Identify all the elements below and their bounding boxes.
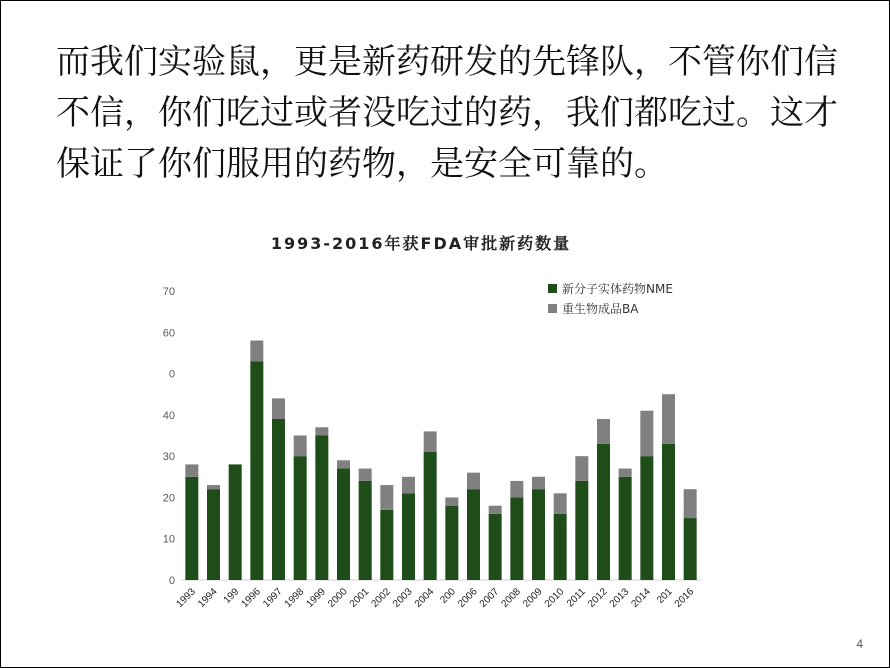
bar-ba: [554, 493, 567, 514]
x-tick-label: 1996: [239, 586, 263, 610]
x-tick-label: 1993: [174, 586, 198, 610]
bar-ba: [532, 477, 545, 489]
bar-ba: [489, 506, 502, 514]
bar-ba: [510, 481, 523, 498]
bar-nme: [575, 481, 588, 580]
x-tick-label: 2009: [521, 586, 545, 610]
bar-nme: [229, 464, 242, 580]
bar-ba: [294, 436, 307, 457]
bar-chart: [1, 1, 889, 667]
y-tick-label: 0: [168, 575, 175, 587]
x-tick-label: 2013: [607, 586, 632, 610]
bar-nme: [532, 489, 545, 580]
x-tick-label: 1998: [282, 586, 307, 610]
bar-nme: [445, 506, 458, 580]
bar-nme: [467, 489, 480, 580]
bar-nme: [489, 514, 502, 580]
x-tick-label: 199: [221, 586, 242, 606]
bar-ba: [402, 477, 415, 494]
x-tick-label: 2003: [391, 586, 415, 610]
bar-nme: [662, 444, 675, 580]
y-tick-label: 60: [162, 327, 175, 340]
x-tick-label: 2004: [412, 586, 437, 610]
legend-label: 重生物成品BA: [562, 302, 639, 316]
bar-nme: [380, 510, 393, 580]
x-axis-ticks: [174, 586, 696, 610]
bar-ba: [424, 431, 437, 452]
x-tick-label: 2016: [672, 586, 697, 610]
bar-ba: [575, 456, 588, 481]
x-tick-label: 200: [438, 586, 458, 606]
x-tick-label: 2006: [456, 586, 480, 610]
y-tick-label: 20: [162, 492, 175, 505]
y-tick-label: 30: [162, 451, 175, 464]
x-tick-label: 1997: [261, 586, 285, 610]
bar-nme: [337, 469, 350, 580]
bar-nme: [185, 477, 198, 580]
bar-ba: [445, 497, 458, 505]
bar-nme: [294, 456, 307, 580]
x-tick-label: 1999: [304, 586, 328, 610]
bar-nme: [684, 518, 697, 580]
y-tick-label: 10: [162, 533, 175, 546]
legend-swatch: [548, 284, 557, 293]
chart-title: 1993-2016年获FDA审批新药数量: [270, 234, 572, 253]
bars: [185, 341, 696, 580]
bar-nme: [640, 456, 653, 580]
bar-nme: [359, 481, 372, 580]
bar-ba: [684, 489, 697, 518]
x-tick-label: 2002: [369, 586, 393, 610]
bar-ba: [640, 411, 653, 456]
bar-nme: [402, 493, 415, 580]
bar-nme: [554, 514, 567, 580]
y-tick-label: 40: [162, 409, 175, 422]
bar-ba: [250, 341, 263, 362]
bar-ba: [185, 464, 198, 476]
legend-swatch: [548, 304, 557, 313]
bar-nme: [250, 361, 263, 580]
bar-nme: [315, 436, 328, 581]
bar-ba: [662, 394, 675, 444]
y-axis-ticks: [163, 286, 175, 587]
legend: [548, 281, 673, 316]
x-tick-label: 201: [655, 586, 675, 606]
x-tick-label: 2010: [542, 586, 567, 610]
x-tick-label: 2011: [564, 586, 588, 610]
bar-ba: [359, 469, 372, 481]
page-number: 4: [856, 637, 863, 651]
y-tick-label: 0: [168, 368, 175, 381]
bar-ba: [272, 398, 285, 419]
bar-ba: [467, 473, 480, 490]
x-tick-label: 2008: [499, 586, 523, 610]
bar-nme: [510, 497, 523, 580]
bar-ba: [315, 427, 328, 435]
bar-nme: [619, 477, 632, 580]
bar-nme: [424, 452, 437, 580]
x-tick-label: 2014: [629, 586, 653, 610]
x-tick-label: 2000: [326, 586, 350, 610]
x-tick-label: 2007: [477, 586, 502, 610]
legend-label: 新分子实体药物NME: [562, 282, 673, 296]
slide-body-text: 而我们实验鼠，更是新药研发的先锋队，不管你们信 不信，你们吃过或者没吃过的药，我们都吃过。这才 保证了你们服用的药物，是安全可靠的。: [56, 42, 838, 184]
x-tick-label: 2012: [586, 586, 610, 610]
bar-nme: [597, 444, 610, 580]
bar-ba: [597, 419, 610, 444]
x-tick-label: 1994: [196, 586, 220, 610]
y-tick-label: 70: [162, 286, 175, 298]
bar-ba: [207, 485, 220, 489]
bar-nme: [207, 489, 220, 580]
bar-ba: [619, 469, 632, 477]
bar-ba: [380, 485, 393, 510]
x-tick-label: 2001: [347, 586, 372, 610]
bar-nme: [272, 419, 285, 580]
bar-ba: [337, 460, 350, 468]
